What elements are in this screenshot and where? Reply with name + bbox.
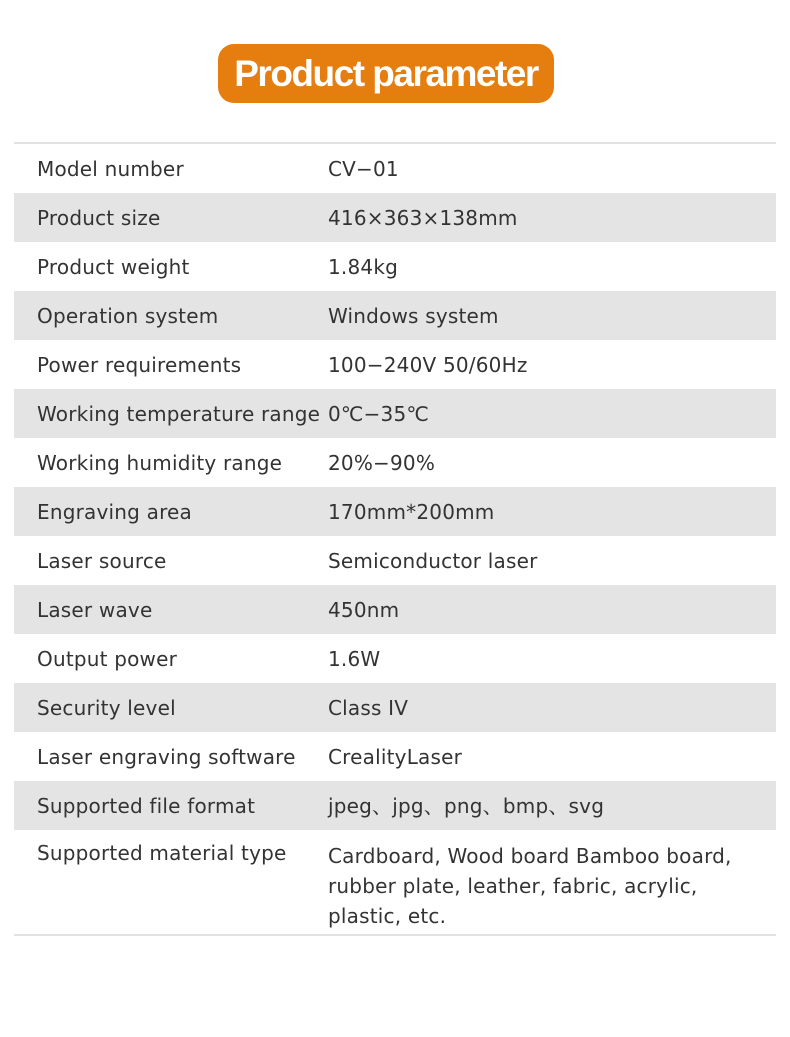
spec-row bbox=[14, 732, 776, 781]
spec-value: 20%−90% bbox=[328, 450, 436, 475]
spec-label: Output power bbox=[37, 646, 178, 671]
spec-label: Supported file format bbox=[37, 793, 256, 818]
spec-value: 0℃−35℃ bbox=[328, 401, 430, 426]
spec-label: Laser source bbox=[37, 548, 167, 573]
spec-row bbox=[14, 683, 776, 732]
spec-row bbox=[14, 487, 776, 536]
spec-label: Working temperature range bbox=[37, 401, 321, 426]
spec-row bbox=[14, 830, 776, 934]
spec-table bbox=[14, 142, 776, 936]
spec-value: Windows system bbox=[328, 303, 499, 328]
spec-row bbox=[14, 781, 776, 830]
spec-label: Model number bbox=[37, 156, 184, 181]
spec-row bbox=[14, 536, 776, 585]
spec-value: CrealityLaser bbox=[328, 744, 463, 769]
spec-label: Power requirements bbox=[37, 352, 242, 377]
spec-value: 450nm bbox=[328, 597, 400, 622]
page-title: Product parameter bbox=[234, 52, 538, 94]
spec-value: Cardboard, Wood board Bamboo board, rubber plate, leather, fabric, acrylic, plastic, etc. bbox=[328, 844, 732, 928]
spec-row bbox=[14, 340, 776, 389]
spec-label: Laser engraving software bbox=[37, 744, 296, 769]
spec-value: CV−01 bbox=[328, 156, 399, 181]
spec-label: Product size bbox=[37, 205, 161, 230]
spec-value: 416×363×138mm bbox=[328, 205, 518, 230]
spec-label: Product weight bbox=[37, 254, 190, 279]
spec-row bbox=[14, 144, 776, 193]
spec-value: Class IV bbox=[328, 695, 409, 720]
spec-label: Laser wave bbox=[37, 597, 153, 622]
spec-label: Engraving area bbox=[37, 499, 193, 524]
spec-value: 170mm*200mm bbox=[328, 499, 495, 524]
spec-row bbox=[14, 585, 776, 634]
spec-value: 1.84kg bbox=[328, 254, 399, 279]
spec-value: 100−240V 50/60Hz bbox=[328, 352, 528, 377]
spec-row bbox=[14, 291, 776, 340]
title-banner bbox=[218, 44, 554, 103]
spec-label: Supported material type bbox=[37, 841, 287, 865]
spec-label: Operation system bbox=[37, 303, 219, 328]
spec-row bbox=[14, 438, 776, 487]
spec-value: jpeg、jpg、png、bmp、svg bbox=[328, 793, 605, 818]
spec-row bbox=[14, 389, 776, 438]
spec-value: 1.6W bbox=[328, 646, 381, 671]
spec-row bbox=[14, 634, 776, 683]
spec-label: Working humidity range bbox=[37, 450, 283, 475]
spec-value: Semiconductor laser bbox=[328, 548, 538, 573]
spec-row bbox=[14, 193, 776, 242]
spec-label: Security level bbox=[37, 695, 176, 720]
spec-row bbox=[14, 242, 776, 291]
